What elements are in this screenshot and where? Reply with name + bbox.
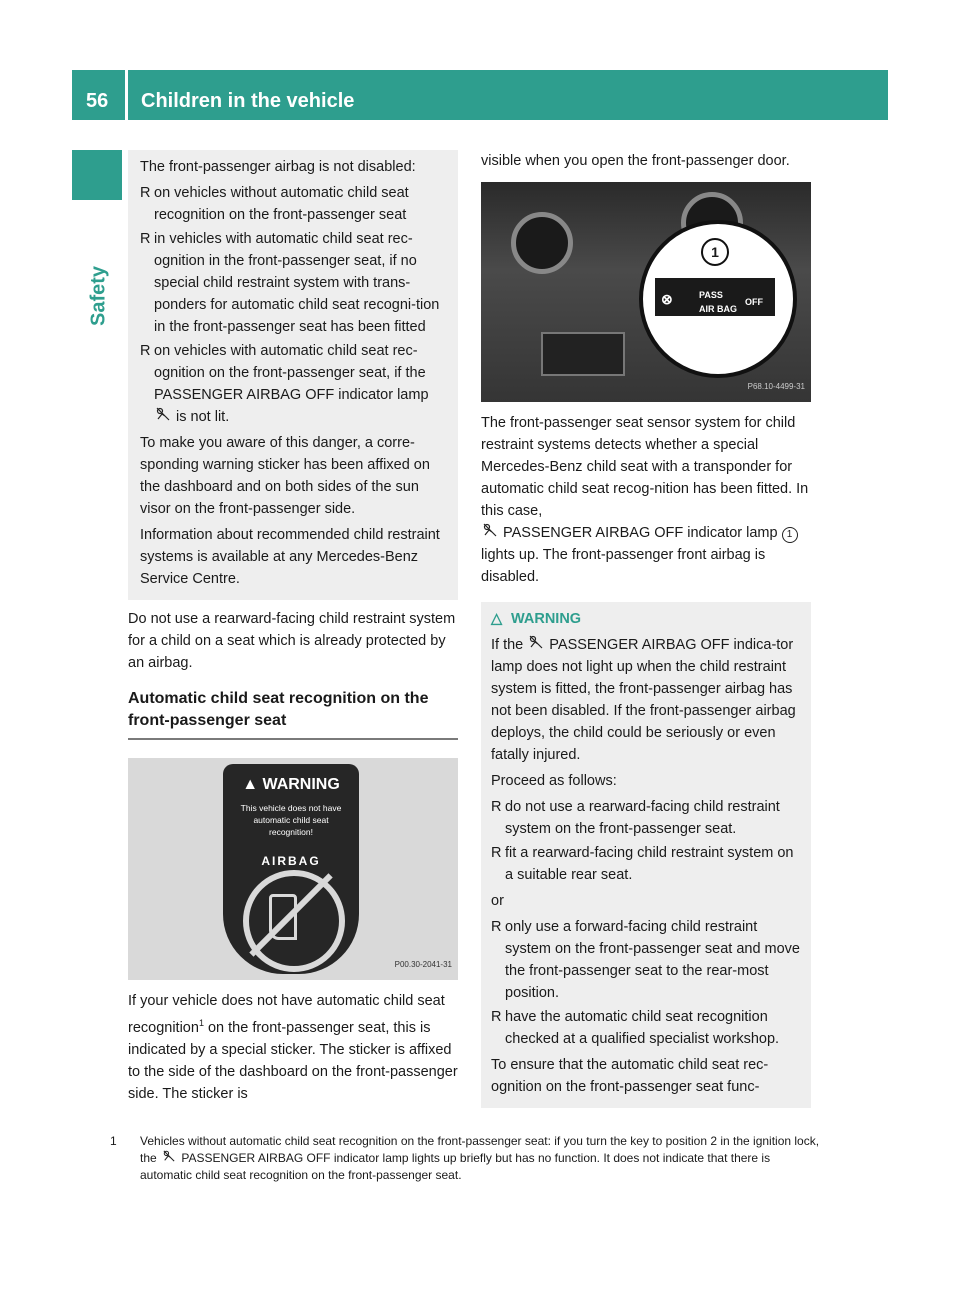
indicator-display: ⊗ PASS AIR BAG OFF <box>655 278 775 316</box>
bullet-icon: R <box>491 845 502 861</box>
dashboard-photo <box>481 182 811 402</box>
body-text-4 <box>481 412 811 588</box>
side-tab-block <box>72 150 122 200</box>
image-code: P68.10-4499-31 <box>747 382 805 391</box>
sticker-text: This vehicle does not have automatic child seat recognition! <box>240 803 342 837</box>
footnote-text: Vehicles without automatic child seat recognition on the front-passenger seat: if you turn the key to position 2 in the ignition lock, the PASSENGER AIRBAG OFF indicator lamp lights up briefly but has no function. It does not indicate that there is automatic child seat recognition on the front-passenger seat. <box>140 1134 820 1182</box>
sticker-heading: ▲ WARNING <box>242 776 340 793</box>
list-item: R on vehicles without automatic child seat recognition on the front-passenger seat <box>140 182 450 226</box>
list-item: R in vehicles with automatic child seat rec-ognition in the front-passenger seat, if no special child restraint system with trans-ponders for automatic child seat recogni-tion in the front-passenger seat has been fitted <box>140 228 450 338</box>
warning-or: or <box>491 893 504 909</box>
warning-bullets-2 <box>491 916 801 1050</box>
info-box <box>128 150 458 600</box>
bullet-icon: R <box>140 231 151 247</box>
airbag-off-icon <box>160 1150 178 1167</box>
body-para-3: visible when you open the front-passenger door. <box>481 153 790 169</box>
warning-sticker-image <box>128 758 458 980</box>
info-intro: The front-passenger airbag is not disabled: <box>140 159 416 175</box>
sticker <box>223 764 359 974</box>
list-item: R only use a forward-facing child restraint system on the front-passenger seat and move the front-passenger seat to the rear-most position. <box>491 916 801 1004</box>
info-para-1: To make you aware of this danger, a corre-sponding warning sticker has been affixed on the dashboard and on both sides of the sun visor on the front-passenger side. <box>140 435 430 517</box>
airbag-off-icon <box>481 522 499 544</box>
callout-number: 1 <box>782 527 798 543</box>
body-para: Do not use a rearward-facing child restraint system for a child on a seat which is already protected by an airbag. <box>128 611 456 671</box>
right-column <box>481 150 811 1108</box>
header-divider <box>125 70 128 120</box>
left-column <box>128 150 458 1109</box>
list-item: R fit a rearward-facing child restraint system on a suitable rear seat. <box>491 842 801 886</box>
callout-number: 1 <box>701 238 729 266</box>
airbag-off-icon <box>154 406 172 428</box>
bullet-icon: R <box>140 185 151 201</box>
control-panel <box>541 332 625 376</box>
list-item: R do not use a rearward-facing child restraint system on the front-passenger seat. <box>491 796 801 840</box>
airbag-off-icon: ⊗ <box>661 291 673 307</box>
list-item: R have the automatic child seat recognition checked at a qualified specialist workshop. <box>491 1006 801 1050</box>
info-bullets <box>140 182 450 428</box>
bullet-icon: R <box>140 343 151 359</box>
warning-title: △ WARNING <box>491 608 801 630</box>
warning-para-3: To ensure that the automatic child seat rec-ognition on the front-passenger seat func- <box>491 1057 769 1095</box>
side-tab-label: Safety <box>87 265 110 327</box>
body-text <box>128 608 458 674</box>
air-vent <box>511 212 573 274</box>
warning-triangle-icon: △ <box>491 611 503 627</box>
page-title: Children in the vehicle <box>141 90 355 112</box>
footnote-ref: 1 <box>198 1018 204 1028</box>
body-para-4: The front-passenger seat sensor system for child restraint systems detects whether a special Mercedes-Benz child seat with a transponder for automatic child seat recog-nition has been fitted. In this case, PASSENGER AIRBAG OFF indicator lamp 1 lights up. The front-passenger front airbag is disabled. <box>481 415 809 585</box>
airbag-off-icon <box>527 634 545 656</box>
bullet-icon: R <box>491 919 502 935</box>
warning-bullets-1 <box>491 796 801 886</box>
body-text-3 <box>481 150 811 172</box>
body-text-2 <box>128 990 458 1105</box>
footnote-mark: 1 <box>110 1134 117 1148</box>
side-tab <box>79 256 119 336</box>
info-para-2: Information about recommended child restraint systems is available at any Mercedes-Benz Service Centre. <box>140 527 440 587</box>
bullet-icon: R <box>491 1009 502 1025</box>
sticker-airbag-text: AIRBAG <box>261 854 321 868</box>
body-para-2: If your vehicle does not have automatic child seat recognition$^1$ on the front-passenger seat, this is indicated by a special sticker. The sticker is affixed to the side of the dashboard on the front-passenger side. The sticker is <box>128 993 458 1102</box>
warning-para-1: If the PASSENGER AIRBAG OFF indica-tor lamp does not light up when the child restraint system is fitted, the front-passenger airbag has not been disabled. If the front-passenger airbag deploys, the child could be seriously or even fatally injured. <box>491 634 801 766</box>
bullet-icon: R <box>491 799 502 815</box>
footnote <box>110 1133 820 1184</box>
warning-box <box>481 602 811 1108</box>
warning-para-2: Proceed as follows: <box>491 773 617 789</box>
section-heading: Automatic child seat recognition on the front-passenger seat <box>128 688 458 740</box>
image-code: P00.30-2041-31 <box>394 960 452 969</box>
indicator-callout <box>639 220 797 378</box>
page-number: 56 <box>86 90 109 112</box>
list-item: R on vehicles with automatic child seat rec-ognition on the front-passenger seat, if the PASSENGER AIRBAG OFF indicator lamp is not lit. <box>140 340 450 428</box>
